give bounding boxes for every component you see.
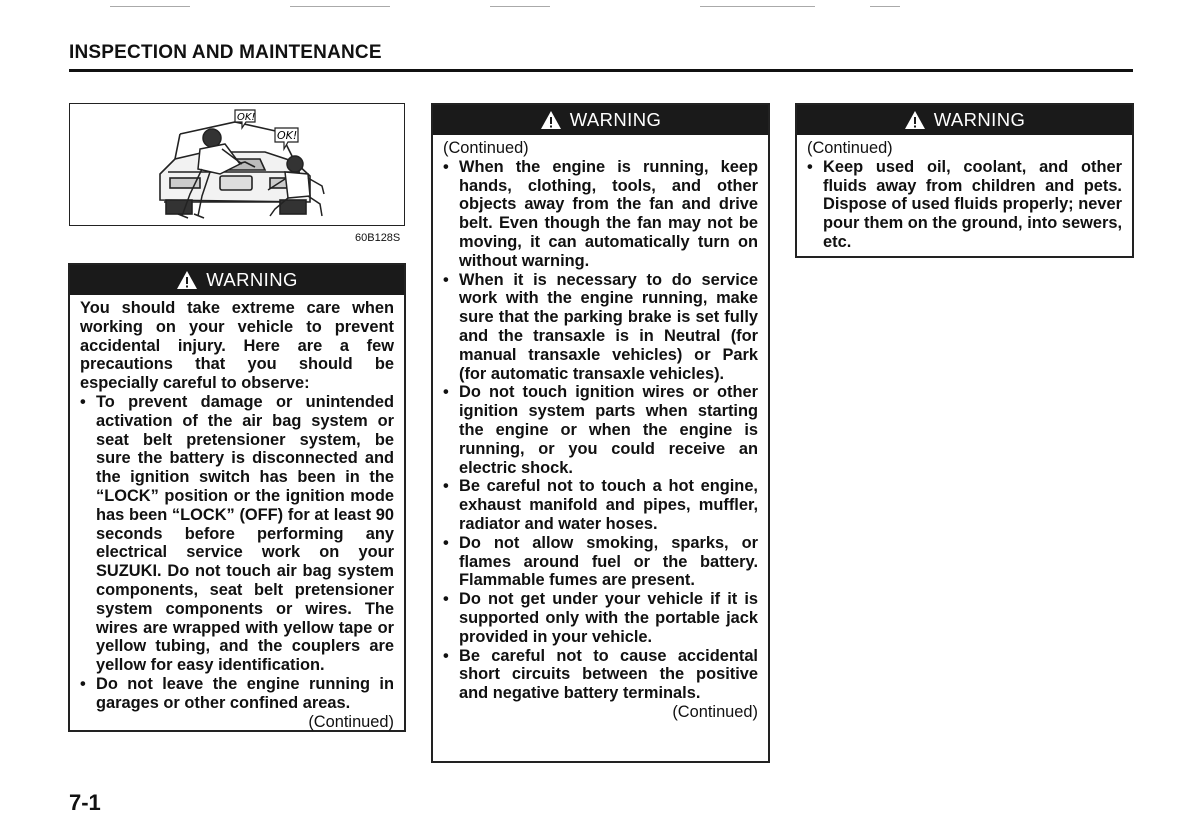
warning-triangle-icon xyxy=(904,110,926,130)
warning-body xyxy=(433,135,768,728)
warning-header xyxy=(433,105,768,135)
speech-bubble-2: OK! xyxy=(277,129,298,142)
list-item: • Be careful not to touch a hot engine, exhaust manifold and pipes, muffler, radiator and water hoses. xyxy=(443,477,758,533)
scan-mark xyxy=(700,6,815,7)
figure-code: 60B128S xyxy=(355,232,401,244)
list-item: • Do not allow smoking, sparks, or flames around fuel or the battery. Flammable fumes are present. xyxy=(443,534,758,590)
warning-header xyxy=(70,265,404,295)
warning-triangle-icon xyxy=(176,270,198,290)
scan-mark xyxy=(290,6,390,7)
scan-mark xyxy=(110,6,190,7)
mechanics-working-on-car-illustration xyxy=(70,104,403,224)
section-title: INSPECTION AND MAINTENANCE xyxy=(69,42,382,63)
list-item: • Do not get under your vehicle if it is supported only with the portable jack provided in your vehicle. xyxy=(443,590,758,646)
speech-bubble-1: OK! xyxy=(237,112,256,123)
warning-body xyxy=(797,135,1132,258)
list-item: • Do not touch ignition wires or other ignition system parts when starting the engine or when the engine is running, or you could receive an electric shock. xyxy=(443,383,758,477)
list-item: • When it is necessary to do service work with the engine running, make sure that the parking brake is set fully and the transaxle is in Neutral (for manual transaxle vehicles) or Park (for automatic transaxle vehicles). xyxy=(443,271,758,384)
continued-label: (Continued) xyxy=(807,139,893,157)
list-item: • Do not leave the engine running in garages or other confined areas. xyxy=(80,675,394,713)
warning-label: WARNING xyxy=(206,269,298,290)
warning-list xyxy=(443,158,758,703)
page-number: 7-1 xyxy=(69,790,101,815)
warning-list xyxy=(80,393,394,713)
warning-box-2 xyxy=(431,103,770,763)
list-item: • Keep used oil, coolant, and other fluids away from children and pets. Dispose of used fluids properly; never pour them on the ground, into sewers, etc. xyxy=(807,158,1122,252)
continued-label: (Continued) xyxy=(443,139,529,157)
list-item: • Be careful not to cause accidental short circuits between the positive and negative battery terminals. xyxy=(443,647,758,703)
warning-list xyxy=(807,158,1122,252)
warning-box-3 xyxy=(795,103,1134,258)
scan-mark xyxy=(490,6,550,7)
warning-body xyxy=(70,295,404,737)
list-item: • To prevent damage or unintended activation of the air bag system or seat belt pretensioner system, be sure the battery is disconnected and the ignition switch has been in the “LOCK” position or the ignition mode has been “LOCK” (OFF) for at least 90 seconds before performing any electrical service work on your SUZUKI. Do not touch air bag system components, seat belt pretensioner system components or wires. The wires are wrapped with yellow tape or yellow tubing, and the couplers are yellow for easy identification. xyxy=(80,393,394,675)
warning-triangle-icon xyxy=(540,110,562,130)
warning-label: WARNING xyxy=(933,109,1026,130)
continued-label: (Continued) xyxy=(672,702,758,721)
continued-label: (Continued) xyxy=(308,712,394,731)
title-divider xyxy=(69,69,1133,72)
mechanics-illustration xyxy=(69,103,405,226)
warning-box-1 xyxy=(68,263,406,732)
warning-intro: You should take extreme care when working on your vehicle to prevent accidental injury. Here are a few precautions that you should be especially careful to observe: xyxy=(80,299,394,393)
warning-label: WARNING xyxy=(569,109,662,130)
scan-mark xyxy=(870,6,900,7)
list-item: • When the engine is running, keep hands, clothing, tools, and other objects away from the fan and drive belt. Even though the fan may not be moving, it can automatically turn on without warning. xyxy=(443,158,758,271)
warning-header xyxy=(797,105,1132,135)
